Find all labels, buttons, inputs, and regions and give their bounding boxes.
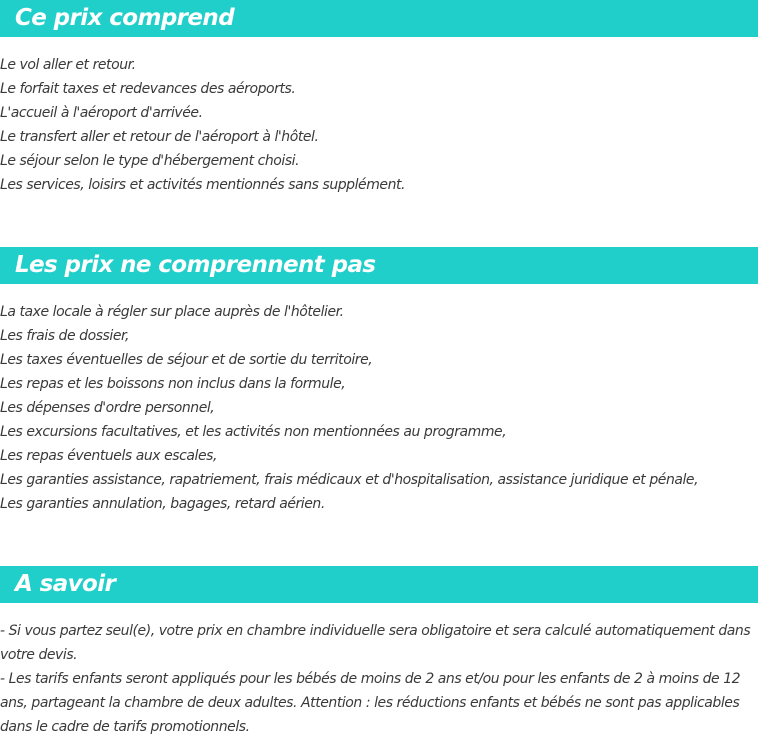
included-item: Les services, loisirs et activités mentionnés sans supplément. <box>0 177 406 193</box>
included-item: Le vol aller et retour. <box>0 57 136 73</box>
excluded-item: Les garanties assistance, rapatriement, frais médicaux et d'hospitalisation, assistance juridique et pénale, <box>0 472 699 488</box>
excluded-item: Les taxes éventuelles de séjour et de sortie du territoire, <box>0 352 373 368</box>
excluded-item: Les dépenses d'ordre personnel, <box>0 400 215 416</box>
excluded-item: La taxe locale à régler sur place auprès de l'hôtelier. <box>0 304 344 320</box>
included-item: Le forfait taxes et redevances des aéroports. <box>0 81 296 97</box>
included-item: Le séjour selon le type d'hébergement choisi. <box>0 153 300 169</box>
a-savoir-content <box>0 619 752 739</box>
section-header-a-savoir <box>0 566 758 603</box>
excluded-item: Les repas et les boissons non inclus dans la formule, <box>0 376 346 392</box>
section-title: Ce prix comprend <box>15 5 235 31</box>
included-item: L'accueil à l'aéroport d'arrivée. <box>0 105 203 121</box>
section-header-les-prix-ne-comprennent-pas <box>0 247 758 284</box>
section-title: Les prix ne comprennent pas <box>15 252 376 278</box>
excluded-list <box>0 300 698 516</box>
excluded-item: Les frais de dossier, <box>0 328 130 344</box>
info-paragraph: - Si vous partez seul(e), votre prix en chambre individuelle sera obligatoire et sera calculé automatiquement dans votre devis. <box>0 623 751 663</box>
included-item: Le transfert aller et retour de l'aéroport à l'hôtel. <box>0 129 319 145</box>
excluded-item: Les excursions facultatives, et les activités non mentionnées au programme, <box>0 424 507 440</box>
excluded-item: Les repas éventuels aux escales, <box>0 448 217 464</box>
excluded-item: Les garanties annulation, bagages, retard aérien. <box>0 496 325 512</box>
included-list <box>0 53 405 197</box>
section-header-ce-prix-comprend <box>0 0 758 37</box>
info-paragraph: - Les tarifs enfants seront appliqués pour les bébés de moins de 2 ans et/ou pour les enfants de 2 à moins de 12 ans, partageant la chambre de deux adultes. Attention : les réductions enfants et bébés ne sont pas applicables dans le cadre de tarifs promotionnels. <box>0 671 741 735</box>
section-title: A savoir <box>15 571 116 597</box>
